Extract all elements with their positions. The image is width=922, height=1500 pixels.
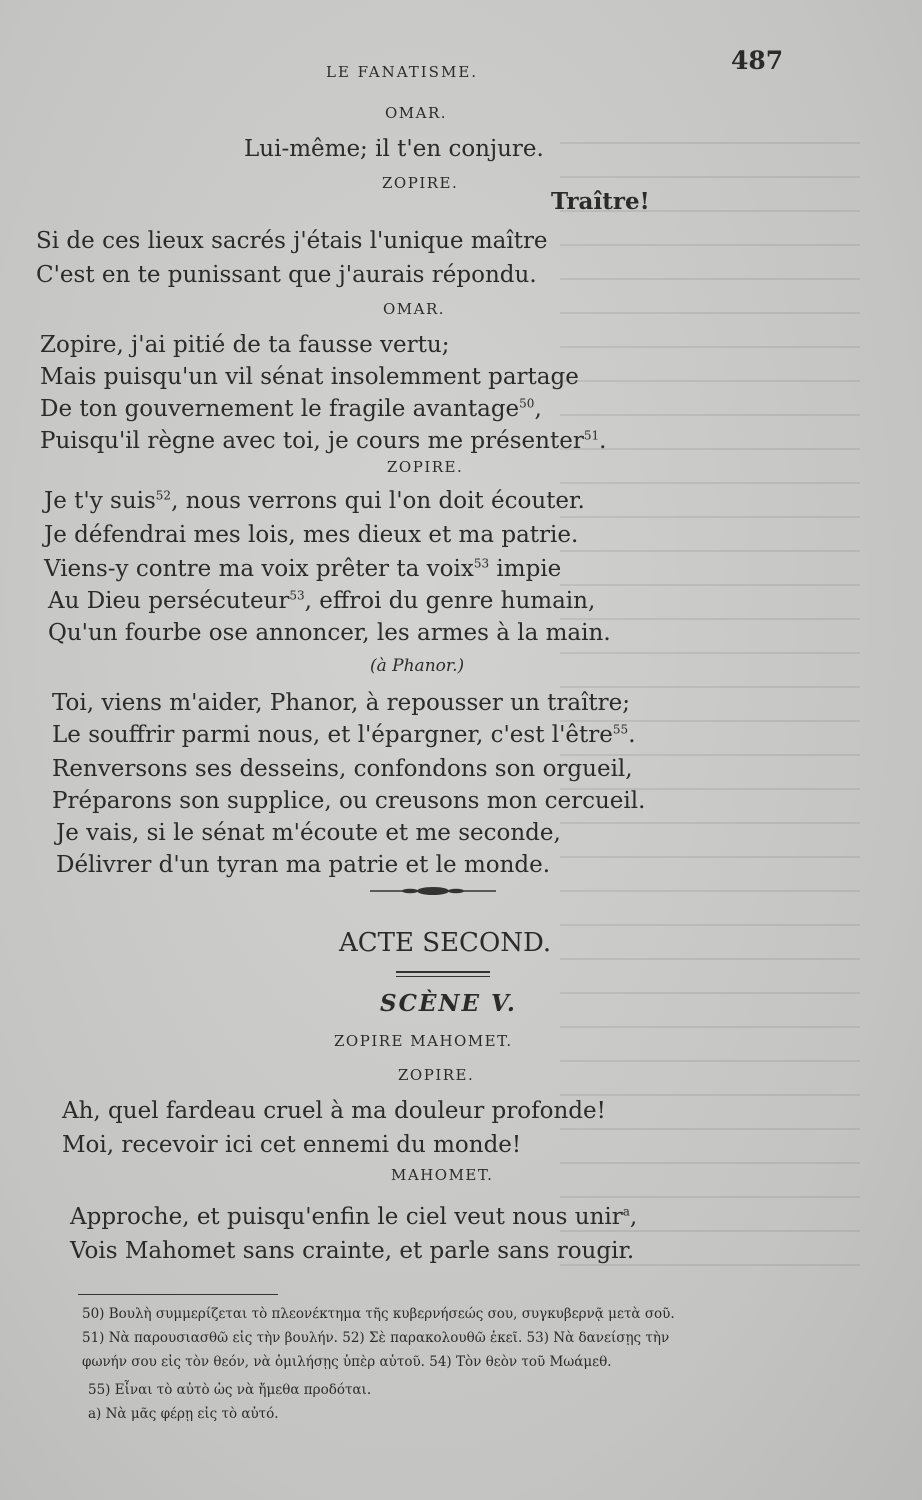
character-list: ZOPIRE MAHOMET. [334,1032,513,1050]
verse-half-line: Traître! [551,188,650,215]
speaker-omar: OMAR. [383,300,446,318]
verse-line: Mais puisqu'un vil sénat insolemment partage [40,364,579,390]
speaker-zopire: ZOPIRE. [382,174,459,192]
note-ref: 53 [289,588,305,603]
speaker-omar: OMAR. [385,104,448,122]
note-ref: a [622,1204,630,1219]
verse-line: Qu'un fourbe ose annoncer, les armes à la main. [48,620,611,646]
act-title: ACTE SECOND. [339,928,552,958]
footnote: 51) Νὰ παρουσιασθῶ εἰς τὴν βουλήν. 52) Σὲ παρακολουθῶ ἐκεῖ. 53) Νὰ δανείσῃς τὴν [82,1330,670,1346]
verse-line: Approche, et puisqu'enfin le ciel veut nous unir$^a$, [70,1204,638,1230]
verse-line: Zopire, j'ai pitié de ta fausse vertu; [40,332,450,358]
scene-title: SCÈNE V. [380,990,517,1017]
ornament-divider [368,884,498,898]
verse-line: Ah, quel fardeau cruel à ma douleur profonde! [62,1098,606,1124]
footnote-rule [78,1294,278,1295]
verse-line: Si de ces lieux sacrés j'étais l'unique maître [36,228,548,254]
verse-line: Je vais, si le sénat m'écoute et me seconde, [56,820,561,846]
rule [396,971,490,973]
verse-line: Vois Mahomet sans crainte, et parle sans rougir. [70,1238,635,1264]
running-title: LE FANATISME. [326,63,479,81]
footnote: 50) Βουλὴ συμμερίζεται τὸ πλεονέκτημα τῆς κυβερνήσεώς σου, συγκυβερνᾷ μετὰ σοῦ. [82,1306,675,1322]
verse-line: Toi, viens m'aider, Phanor, à repousser un traître; [52,690,631,716]
verse-line: De ton gouvernement le fragile avantage$^{50}$, [40,396,542,422]
note-ref: 51 [583,428,600,443]
rule [396,976,490,977]
verse-line: Je t'y suis$^{52}$, nous verrons qui l'on doit écouter. [44,488,585,514]
speaker-zopire: ZOPIRE. [387,458,464,476]
verse-line: Puisqu'il règne avec toi, je cours me présenter$^{51}$. [40,428,607,454]
verse-line: Je défendrai mes lois, mes dieux et ma patrie. [44,522,579,548]
footnote: 55) Εἶναι τὸ αὐτὸ ὡς νὰ ἤμεθα προδόται. [88,1382,372,1398]
verse-line: Au Dieu persécuteur$^{53}$, effroi du genre humain, [48,588,596,614]
footnote: φωνήν σου εἰς τὸν θεόν, νὰ ὁμιλήσῃς ὑπὲρ αὐτοῦ. 54) Τὸν θεὸν τοῦ Μωάμεθ. [82,1354,612,1370]
speaker-zopire: ZOPIRE. [398,1066,475,1084]
note-ref: 50 [519,396,535,411]
verse-line: Lui-même; il t'en conjure. [244,136,544,162]
verse-line: Le souffrir parmi nous, et l'épargner, c'est l'être$^{55}$. [52,722,636,748]
note-ref: 55 [612,722,629,737]
verse-line: Moi, recevoir ici cet ennemi du monde! [62,1132,522,1158]
verse-line: Viens-y contre ma voix prêter ta voix$^{53}$ impie [44,556,562,582]
note-ref: 52 [155,488,172,503]
verse-line: Renversons ses desseins, confondons son orgueil, [52,756,633,782]
stage-direction: (à Phanor.) [370,656,465,676]
page-number: 487 [731,46,784,75]
verse-line: Délivrer d'un tyran ma patrie et le monde. [56,852,551,878]
verse-line: C'est en te punissant que j'aurais répondu. [36,262,537,288]
footnote: a) Νὰ μᾶς φέρῃ εἰς τὸ αὐτό. [88,1406,279,1422]
verse-line: Préparons son supplice, ou creusons mon cercueil. [52,788,646,814]
note-ref: 53 [473,556,490,571]
speaker-mahomet: MAHOMET. [391,1166,494,1184]
